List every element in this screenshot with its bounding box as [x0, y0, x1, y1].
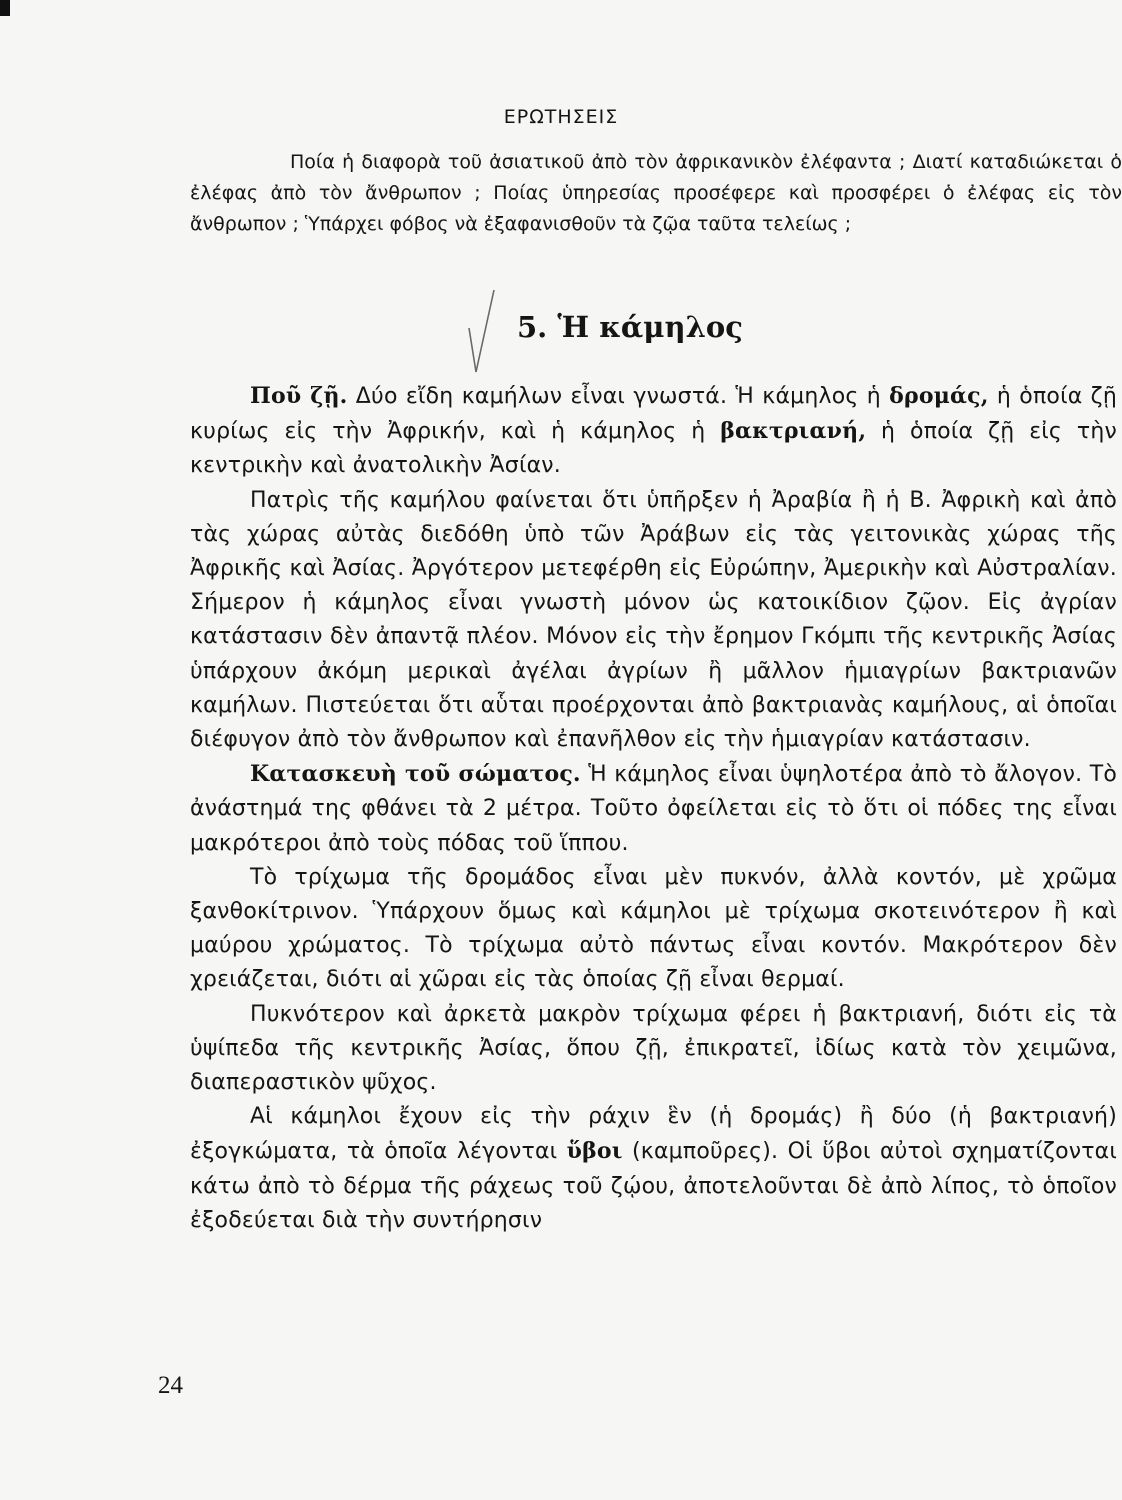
habitat-lead: Ποῦ ζῇ.	[250, 383, 348, 409]
section-title: 5. Ἡ κάμηλος	[517, 310, 743, 344]
habitat-bold-bactrian: βακτριανή,	[720, 418, 867, 445]
body-structure-text: Ἡ κάμηλος εἶναι ὑψηλοτέρα ἀπὸ τὸ ἄλογον. Τὸ ἀνάστημά της φθάνει τὰ 2 μέτρα. Τοῦτο ὀφείλεται εἰς τὸ ὅτι οἱ πόδες της εἶναι μακρότεροι ἀπὸ τοὺς πόδας τοῦ ἵππου.	[190, 762, 1117, 856]
questions-heading: ΕΡΩΤΗΣΕΙΣ	[503, 106, 619, 128]
habitat-text-2: ἡ ὁποία ζῇ κυρίως εἰς τὴν Ἀφρικήν, καὶ ἡ κάμηλος ἡ	[190, 384, 1117, 445]
habitat-text-3: ἡ ὁποία ζῇ εἰς τὴν κεντρικὴν καὶ ἀνατολικὴν Ἀσίαν.	[190, 419, 1117, 479]
body-structure-lead: Κατασκευὴ τοῦ σώματος.	[250, 761, 581, 788]
humps-text-1: Αἱ κάμηλοι ἔχουν εἰς τὴν ράχιν ἓν (ἡ δρομάς) ἢ δύο (ἡ βακτριανή) ἐξογκώματα, τὰ ὁποῖα λέγονται	[190, 1104, 1117, 1165]
page-number: 24	[158, 1372, 183, 1399]
scan-corner-mark	[0, 0, 10, 16]
paragraph-habitat	[190, 379, 1117, 484]
paragraph-body-structure	[190, 757, 1117, 861]
paragraph-bactrian-coat: Πυκνότερον καὶ ἀρκετὰ μακρὸν τρίχωμα φέρει ἡ βακτριανή, διότι εἰς τὰ ὑψίπεδα τῆς κεντρικῆς Ἀσίας, ὅπου ζῇ, ἐπικρατεῖ, ἰδίως κατὰ τὸν χειμῶνα, διαπεραστικὸν ψῦχος.	[190, 1001, 1117, 1096]
paragraph-humps	[190, 1100, 1117, 1238]
pencil-check-mark	[466, 288, 496, 374]
humps-bold-term: ὕβοι	[566, 1138, 623, 1165]
body-text	[190, 379, 1117, 1238]
paragraph-origin: Πατρὶς τῆς καμήλου φαίνεται ὅτι ὑπῆρξεν ἡ Ἀραβία ἢ ἡ Β. Ἀφρικὴ καὶ ἀπὸ τὰς χώρας αὐτὰς διεδόθη ὑπὸ τῶν Ἀράβων εἰς τὰς γειτονικὰς χώρας τῆς Ἀφρικῆς καὶ Ἀσίας. Ἀργότερον μετεφέρθη εἰς Εὐρώπην, Ἀμερικὴν καὶ Αὐστραλίαν. Σήμερον ἡ κάμηλος εἶναι γνωστὴ μόνον ὡς κατοικίδιον ζῷον. Εἰς ἀγρίαν κατάστασιν δὲν ἀπαντᾷ πλέον. Μόνον εἰς τὴν ἔρημον Γκόμπι τῆς κεντρικῆς Ἀσίας ὑπάρχουν ἀκόμη μερικαὶ ἀγέλαι ἀγρίων ἢ μᾶλλον ἡμιαγρίων βακτριανῶν καμήλων. Πιστεύεται ὅτι αὗται προέρχονται ἀπὸ βακτριανὰς καμήλους, αἱ ὁποῖαι διέφυγον ἀπὸ τὸν ἄνθρωπον καὶ ἐπανῆλθον εἰς τὴν ἡμιαγρίαν κατάστασιν.	[190, 487, 1117, 753]
questions-paragraph: Ποία ἡ διαφορὰ τοῦ ἀσιατικοῦ ἀπὸ τὸν ἀφρικανικὸν ἐλέφαντα ; Διατί καταδιώκεται ὁ ἐλέφας ἀπὸ τὸν ἄνθρωπον ; Ποίας ὑπηρεσίας προσέφερε καὶ προσφέρει ὁ ἐλέφας εἰς τὸν ἄνθρωπον ; Ὑπάρχει φόβος νὰ ἐξαφανισθοῦν τὰ ζῷα ταῦτα τελείως ;	[190, 151, 1122, 235]
humps-text-2: (καμποῦρες). Οἱ ὕβοι αὐτοὶ σχηματίζονται κάτω ἀπὸ τὸ δέρμα τῆς ράχεως τοῦ ζῴου, ἀποτελοῦνται δὲ ἀπὸ λίπος, τὸ ὁποῖον ἐξοδεύεται διὰ τὴν συντήρησιν	[190, 1139, 1118, 1233]
habitat-bold-dromas: δρομάς,	[889, 383, 989, 409]
habitat-text-1: Δύο εἴδη καμήλων εἶναι γνωστά. Ἡ κάμηλος ἡ	[347, 384, 890, 409]
paragraph-coat: Τὸ τρίχωμα τῆς δρομάδος εἶναι μὲν πυκνόν, ἀλλὰ κοντόν, μὲ χρῶμα ξανθοκίτρινον. Ὑπάρχουν ὅμως καὶ κάμηλοι μὲ τρίχωμα σκοτεινότερον ἢ καὶ μαύρου χρώματος. Τὸ τρίχωμα αὐτὸ πάντως εἶναι κοντόν. Μακρότερον δὲν χρειάζεται, διότι αἱ χῶραι εἰς τὰς ὁποίας ζῇ εἶναι θερμαί.	[190, 864, 1117, 993]
questions-text	[190, 147, 1122, 240]
